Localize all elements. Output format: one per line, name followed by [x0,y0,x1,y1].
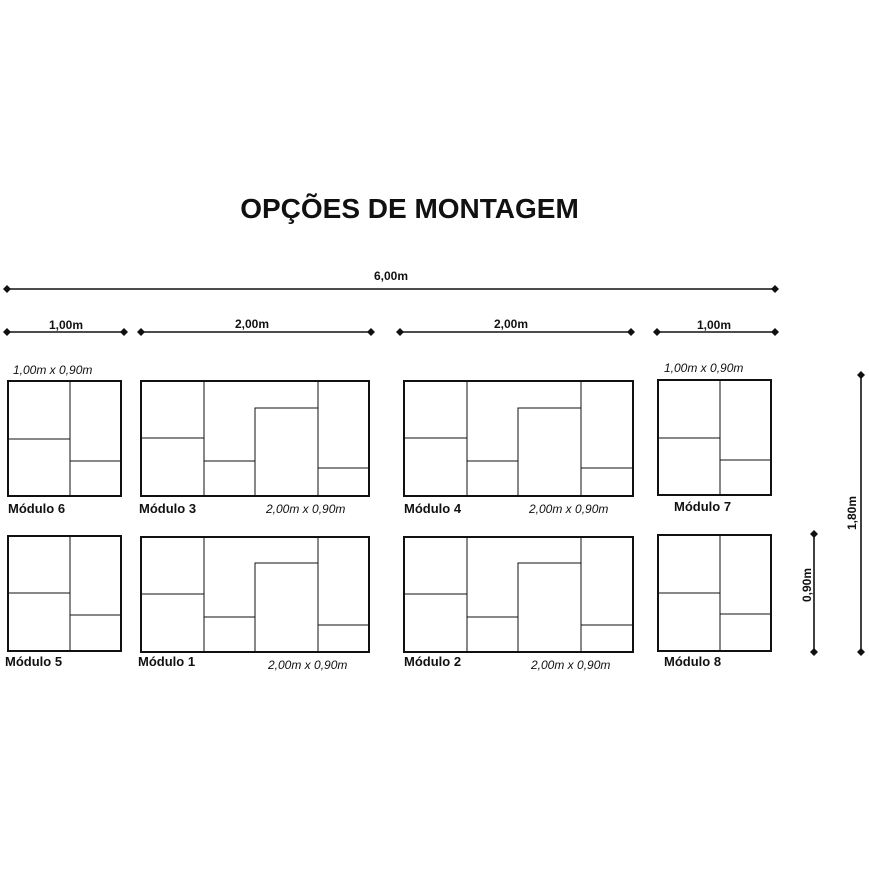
dimension-total-width-label: 6,00m [373,269,409,283]
size-label-module-1: 2,00m x 0,90m [268,658,348,672]
dimension-row-height-label: 0,90m [800,567,814,603]
size-label-module-4: 2,00m x 0,90m [529,502,609,516]
page-title: OPÇÕES DE MONTAGEM [240,193,579,224]
dimension-seg-2-label: 2,00m [234,317,270,331]
dimension-total-width [3,285,779,293]
size-label-module-2: 2,00m x 0,90m [531,658,611,672]
module-7-shape [658,380,771,495]
module-8-label: Módulo 8 [664,654,722,669]
size-label-module-3: 2,00m x 0,90m [266,502,346,516]
module-6-label: Módulo 6 [8,501,66,516]
module-5-shape [8,536,121,651]
dimension-seg-3-label: 2,00m [493,317,529,331]
module-5-label: Módulo 5 [5,654,63,669]
dimension-seg-1-label: 1,00m [48,318,84,332]
module-3-shape [141,381,369,496]
module-1-label: Módulo 1 [138,654,196,669]
size-label-small-top-right: 1,00m x 0,90m [664,361,744,375]
dimension-total-height-label: 1,80m [845,495,859,531]
module-4-shape [404,381,633,496]
module-4-label: Módulo 4 [404,501,462,516]
module-7-label: Módulo 7 [674,499,732,514]
module-1-shape [141,537,369,652]
size-label-small-top-left: 1,00m x 0,90m [13,363,93,377]
module-3-label: Módulo 3 [139,501,197,516]
module-6-shape [8,381,121,496]
dimension-seg-4-label: 1,00m [696,318,732,332]
module-8-shape [658,535,771,651]
module-2-shape [404,537,633,652]
module-2-label: Módulo 2 [404,654,462,669]
